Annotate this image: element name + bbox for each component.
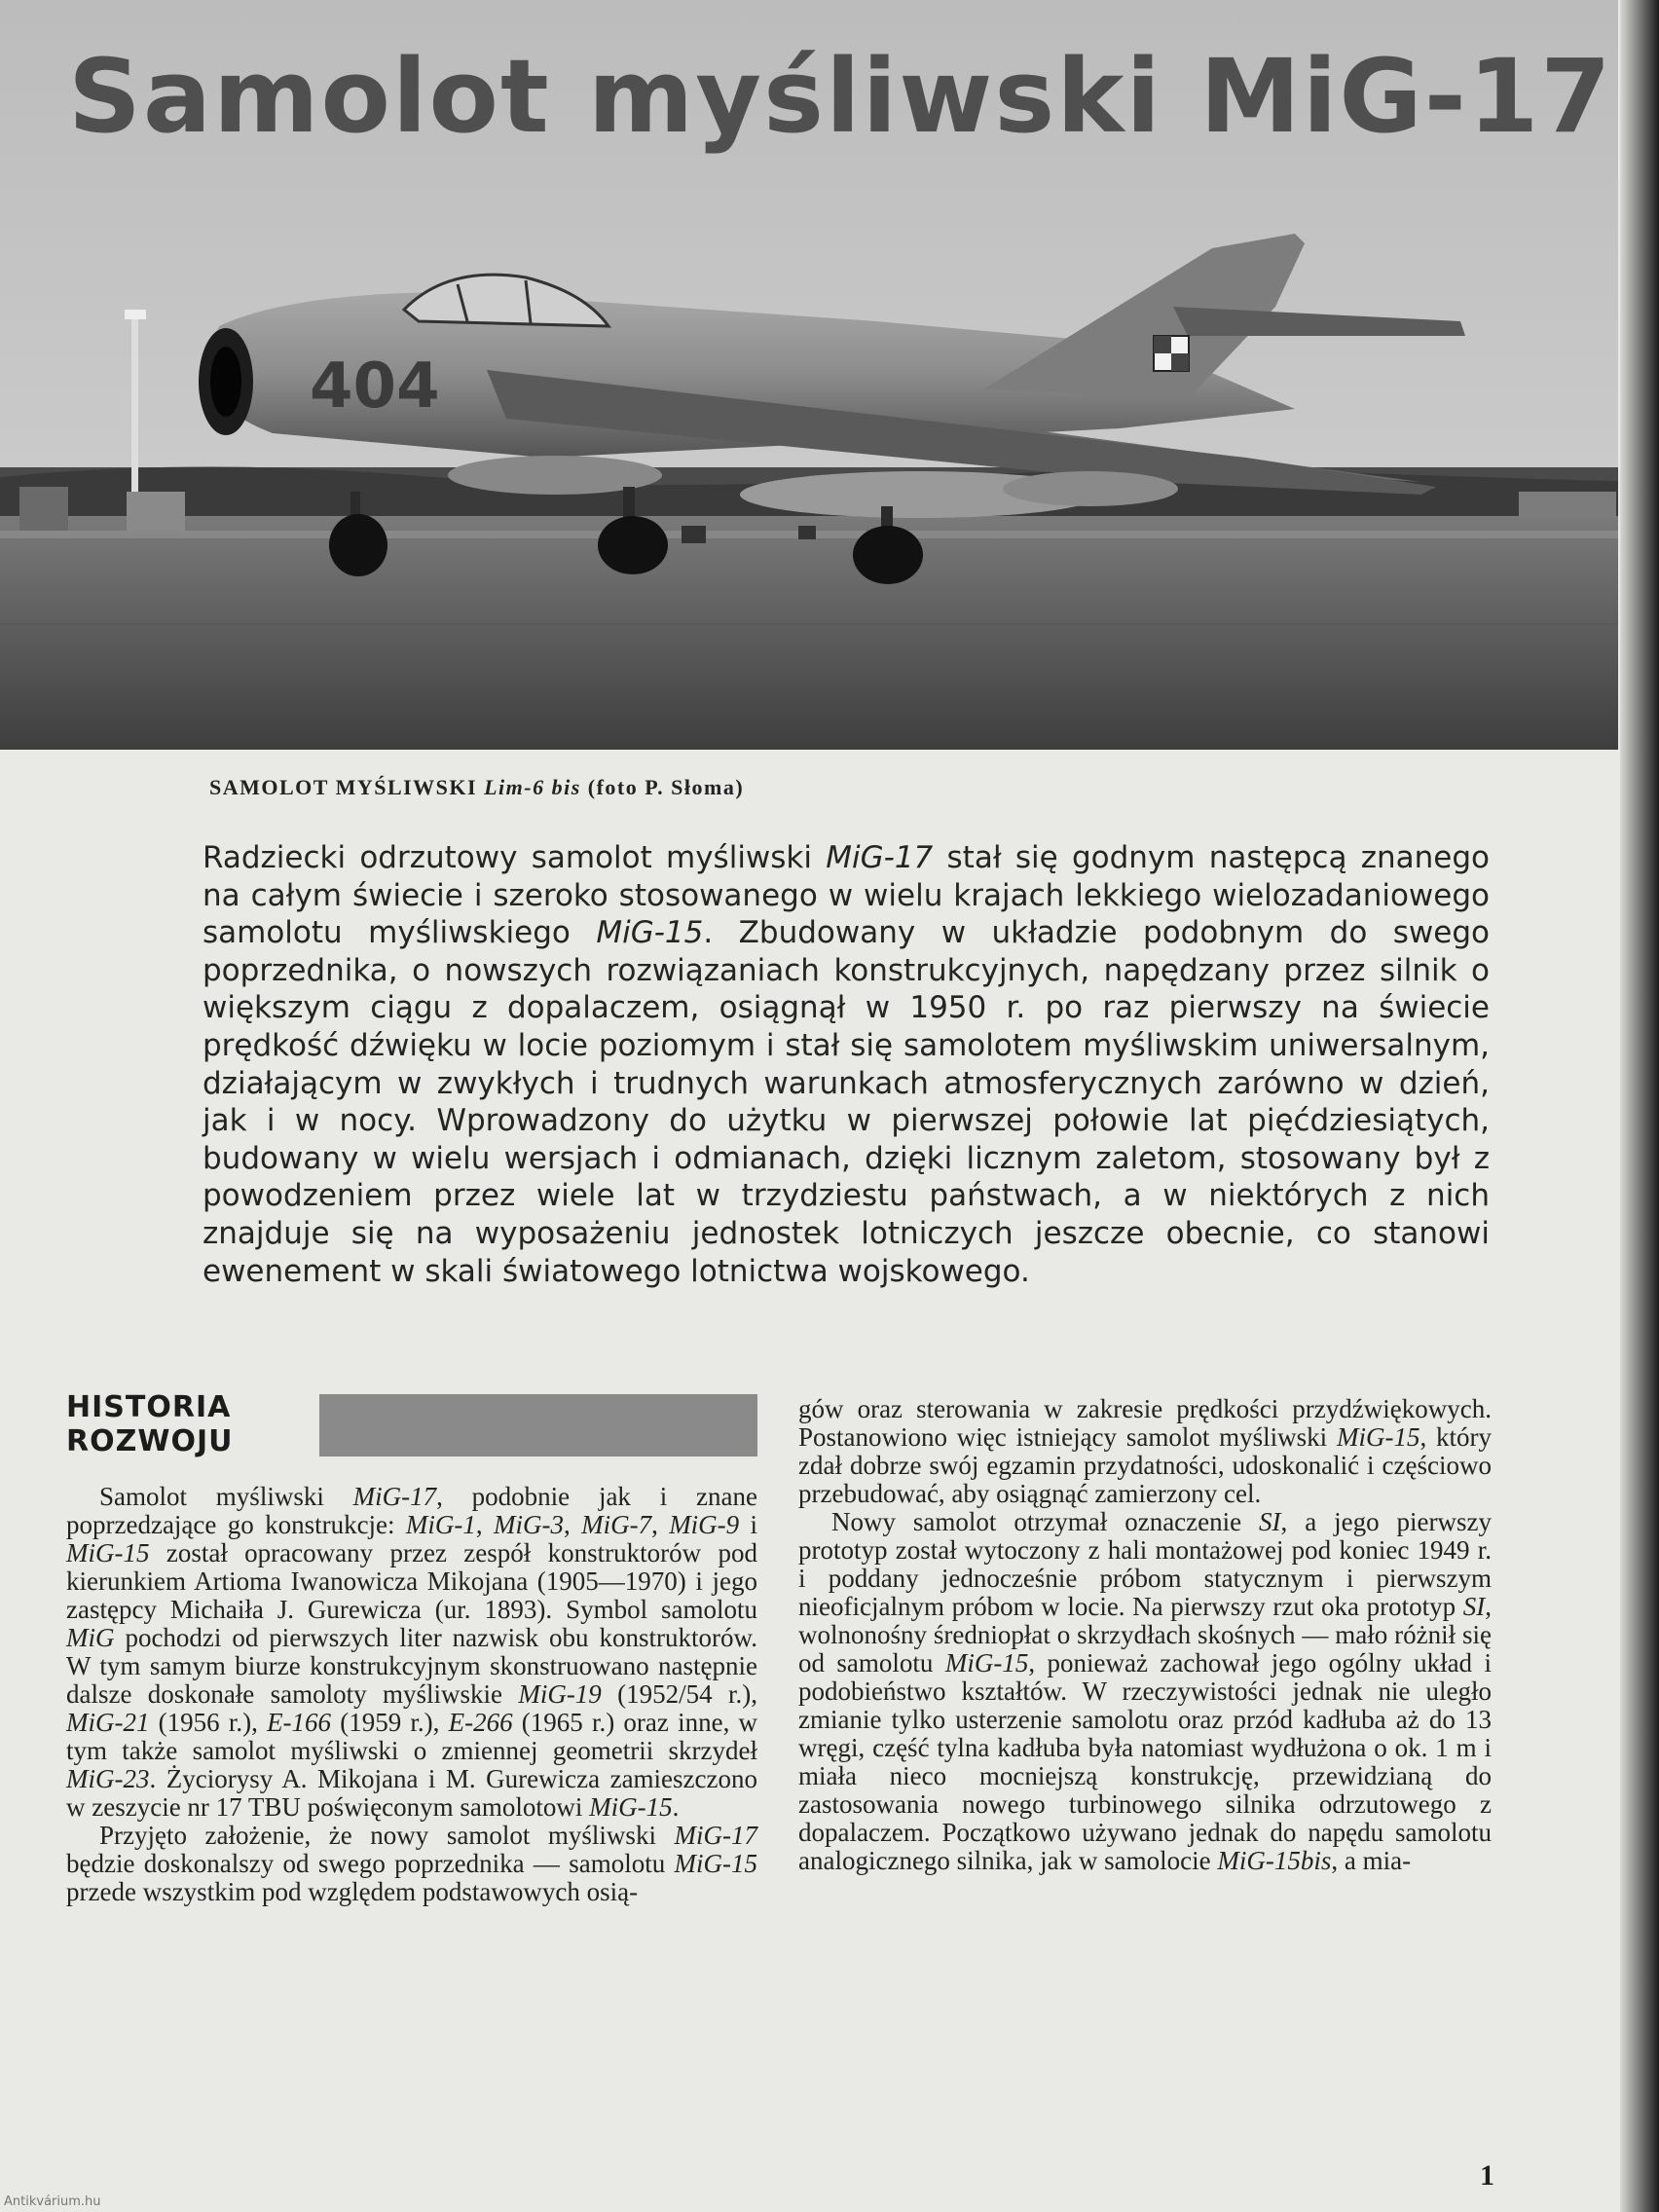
section-title: HISTORIA ROZWOJU	[66, 1390, 234, 1458]
caption-prefix: SAMOLOT MYŚLIWSKI	[209, 775, 478, 799]
paragraph: Przyjęto założenie, że nowy samolot myśliwski MiG-17 będzie doskonalszy od swego poprzednika — samolotu MiG-15 przede wszystkim pod względem podstawowych osią-	[66, 1821, 757, 1906]
caption-model: Lim-6 bis	[484, 775, 581, 799]
header-photo-area	[0, 0, 1618, 750]
lead-paragraph: Radziecki odrzutowy samolot myśliwski MiG-17 stał się godnym następcą znanego na całym świecie i szeroko stosowanego w wielu krajach lekkiego wielozadaniowego samolotu myśliwskiego MiG-15. Zbudowany w układzie podobnym do swego poprzednika, o nowszych rozwiązaniach konstrukcyjnych, napędzany przez silnik o większym ciągu z dopalaczem, osiągnął w 1950 r. po raz pierwszy na świecie prędkość dźwięku w locie poziomym i stał się samolotem myśliwskim uniwersalnym, działającym w zwykłych i trudnych warunkach atmosferycznych zarówno w dzień, jak i w nocy. Wprowadzony do użytku w pierwszej połowie lat pięćdziesiątych, budowany w wielu wersjach i odmianach, dzięki licznym zaletom, stosowany był z powodzeniem przez wiele lat w trzydziestu państwach, a w niektórych z nich znajduje się na wyposażeniu jednostek lotniczych jeszcze obecnie, co stanowi ewenement w skali światowego lotnictwa wojskowego.	[203, 840, 1490, 1289]
page-number: 1	[1480, 2159, 1494, 2192]
page-title: Samolot myśliwski MiG-17	[68, 37, 1613, 156]
column-right	[798, 1395, 1492, 1875]
caption-credit: (foto P. Słoma)	[587, 775, 745, 799]
binding-shadow	[1620, 0, 1659, 2212]
tail-number: 404	[310, 350, 440, 423]
column-left	[66, 1483, 757, 1906]
paragraph: Samolot myśliwski MiG-17, podobnie jak i znane poprzedzające go konstrukcje: MiG-1, MiG-3, MiG-7, MiG-9 i MiG-15 został opracowany przez zespół konstruktorów pod kierunkiem Artioma Iwanowicza Mikojana (1905—1970) i jego zastępcy Michaiła J. Gurewicza (ur. 1893). Symbol samolotu MiG pochodzi od pierwszych liter nazwisk obu konstruktorów. W tym samym biurze konstrukcyjnym skonstruowano następnie dalsze doskonałe samoloty myśliwskie MiG-19 (1952/54 r.), MiG-21 (1956 r.), E-166 (1959 r.), E-266 (1965 r.) oraz inne, w tym także samolot myśliwski o zmiennej geometrii skrzydeł MiG-23. Życiorysy A. Mikojana i M. Gurewicza zamieszczono w zeszycie nr 17 TBU poświęconym samolotowi MiG-15.	[66, 1482, 758, 1822]
section-bar	[319, 1394, 757, 1456]
paragraph: gów oraz sterowania w zakresie prędkości przydźwiękowych. Postanowiono więc istniejący samolot myśliwski MiG-15, który zdał dobrze swój egzamin przydatności, udoskonalić i częściowo przebudować, aby osiągnąć zamierzony cel.	[798, 1394, 1492, 1508]
paragraph: Nowy samolot otrzymał oznaczenie SI, a jego pierwszy prototyp został wytoczony z hali montażowej pod koniec 1949 r. i poddany jednocześnie próbom statycznym i pierwszym nieoficjalnym próbom w locie. Na pierwszy rzut oka prototyp SI, wolnonośny średniopłat o skrzydłach skośnych — mało różnił się od samolotu MiG-15, ponieważ zachował jego ogólny układ i podobieństwo kształtów. W rzeczywistości jednak nie uległo zmianie tylko usterzenie samolotu oraz przód kadłuba aż do 13 wręgi, część tylna kadłuba była natomiast wydłużona o ok. 1 m i miała nieco mocniejszą konstrukcję, przewidzianą do zastosowania nowego turbinowego silnika odrzutowego z dopalaczem. Początkowo używano jednak do napędu samolotu analogicznego silnika, jak w samolocie MiG-15bis, a mia-	[798, 1507, 1492, 1875]
photo-caption	[209, 775, 744, 800]
section-heading	[66, 1390, 757, 1460]
watermark: Antikvárium.hu	[4, 2194, 101, 2209]
